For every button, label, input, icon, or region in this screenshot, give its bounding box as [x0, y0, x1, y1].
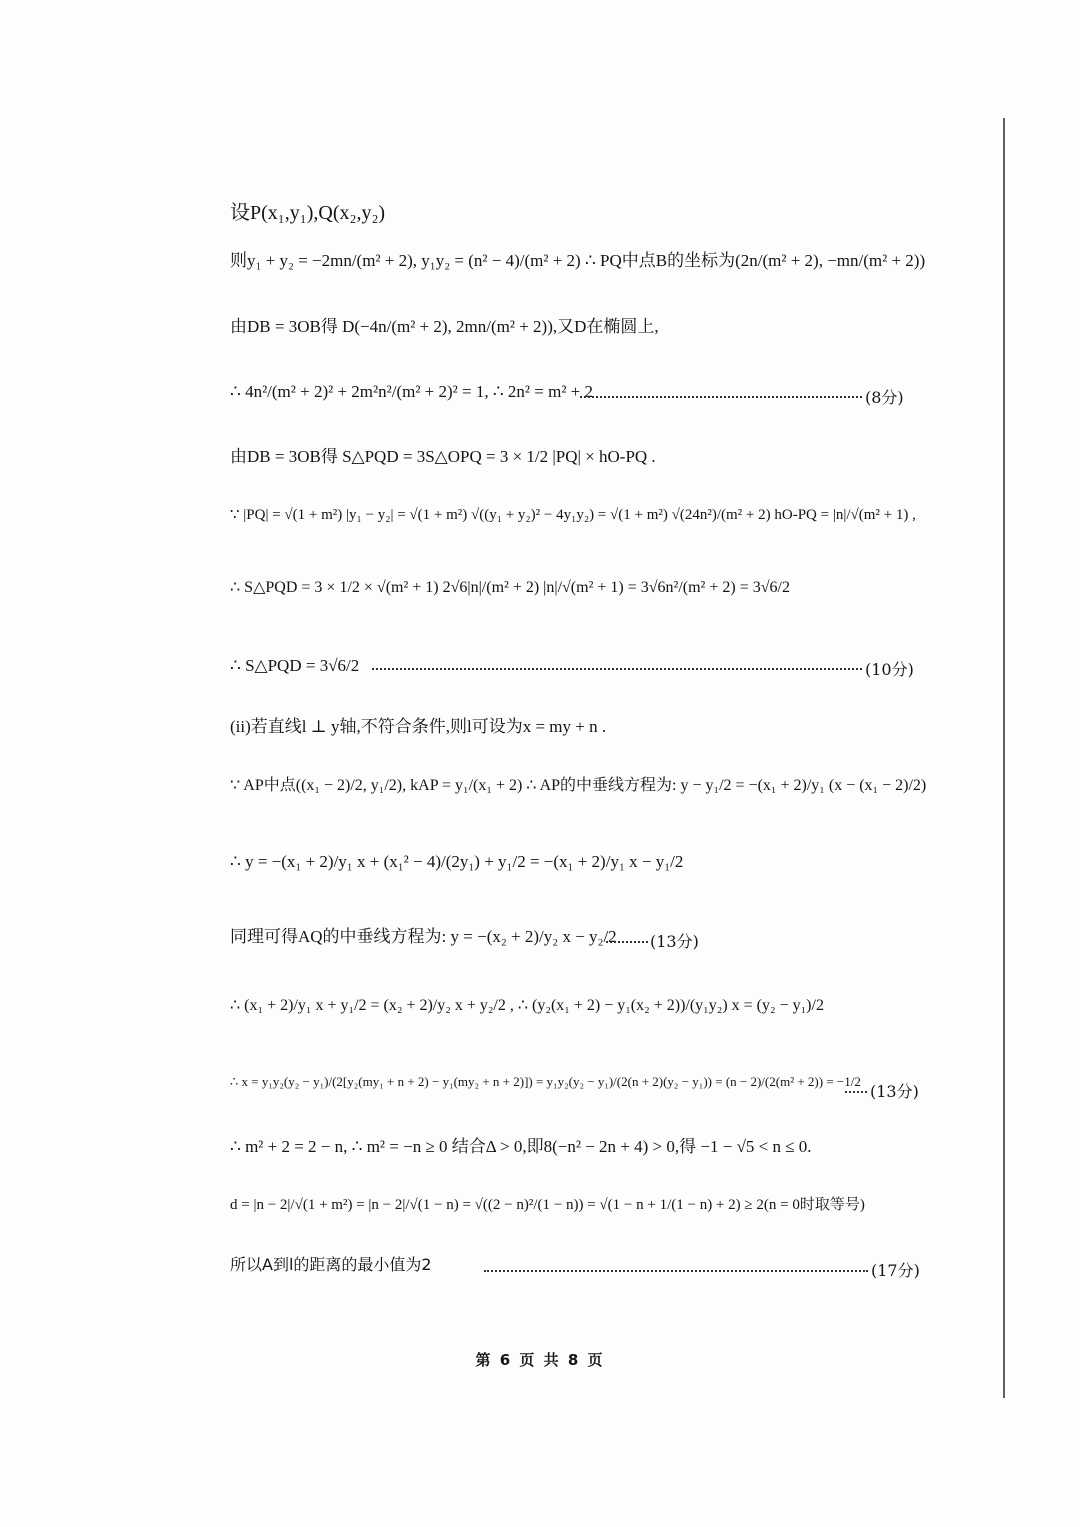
- line-9: [230, 718, 606, 735]
- line-10: [230, 778, 926, 794]
- line-15: [230, 1138, 812, 1155]
- score-mark-13b: (13分): [870, 1082, 919, 1101]
- line-14-text: ∴ x = y₁y₂(y₂ − y₁)/(2[y₂(my₁ + n + 2) − y₁(my₂ + n + 2)]) = y₁y₂(y₂ − y₁)/(2(n + 2)(y₂ − y₁)) = (n − 2)/(2(m² + 2)) = −1/2: [230, 1074, 861, 1089]
- line-14: [230, 1075, 861, 1088]
- dotted-leader: [845, 1091, 867, 1093]
- dotted-leader: [372, 668, 862, 670]
- line-7: [230, 580, 790, 596]
- line-3: [230, 318, 659, 335]
- page-edge-line: [1003, 118, 1005, 1398]
- line-2-text: 则y₁ + y₂ = −2mn/(m² + 2), y₁y₂ = (n² − 4)/(m² + 2) ∴ PQ中点B的坐标为(2n/(m² + 2), −mn/(m² + 2)): [230, 251, 926, 270]
- line-12: [230, 928, 617, 945]
- line-10-text: ∵ AP中点((x₁ − 2)/2, y₁/2), kAP = y₁/(x₁ + 2) ∴ AP的中垂线方程为: y − y₁/2 = −(x₁ + 2)/y₁ (x − (x₁ − 2)/2): [230, 777, 927, 794]
- line-3-text: 由DB = 3OB得 D(−4n/(m² + 2), 2mn/(m² + 2)),又D在椭圆上,: [230, 317, 659, 336]
- dotted-leader: [484, 1270, 868, 1272]
- line-7-text: ∴ S△PQD = 3 × 1/2 × √(m² + 1) 2√6|n|/(m² + 2) |n|/√(m² + 1) = 3√6n²/(m² + 2) = 3√6/2: [230, 579, 790, 596]
- line-16-text: d = |n − 2|/√(1 + m²) = |n − 2|/√(1 − n) = √((2 − n)²/(1 − n)) = √(1 − n + 1/(1 − n) + 2) ≥ 2(n = 0时取等号): [230, 1197, 865, 1213]
- line-6-text: ∵ |PQ| = √(1 + m²) |y₁ − y₂| = √(1 + m²) √((y₁ + y₂)² − 4y₁y₂) = √(1 + m²) √(24n²)/(m² + 2) hO-PQ = |n|/√(m² + 1) ,: [230, 507, 916, 523]
- line-4-text: ∴ 4n²/(m² + 2)² + 2m²n²/(m² + 2)² = 1, ∴ 2n² = m² + 2: [230, 382, 594, 401]
- line-1: [230, 203, 385, 223]
- line-8: [230, 657, 359, 674]
- line-13-text: ∴ (x₁ + 2)/y₁ x + y₁/2 = (x₂ + 2)/y₂ x + y₂/2 , ∴ (y₂(x₁ + 2) − y₁(x₂ + 2))/(y₁y₂) x = (y₂ − y₁)/2: [230, 997, 824, 1014]
- line-17-text: 所以A到l的距离的最小值为2: [230, 1255, 432, 1274]
- line-5: [230, 448, 656, 465]
- line-5-text: 由DB = 3OB得 S△PQD = 3S△OPQ = 3 × 1/2 |PQ| × hO-PQ .: [230, 447, 656, 466]
- line-4: [230, 383, 593, 400]
- line-15-text: ∴ m² + 2 = 2 − n, ∴ m² = −n ≥ 0 结合Δ > 0,即8(−n² − 2n + 4) > 0,得 −1 − √5 < n ≤ 0.: [230, 1137, 812, 1156]
- line-13: [230, 998, 824, 1014]
- line-12-text: 同理可得AQ的中垂线方程为: y = −(x₂ + 2)/y₂ x − y₂/2: [230, 927, 617, 946]
- line-17: [230, 1257, 432, 1273]
- line-11: [230, 853, 683, 870]
- score-mark-13a: (13分): [650, 932, 699, 951]
- dotted-leader: [606, 941, 648, 943]
- score-mark-10: (10分): [865, 660, 914, 679]
- line-9-text: (ii)若直线l ⊥ y轴,不符合条件,则l可设为x = my + n .: [230, 717, 607, 736]
- line-6: [230, 508, 916, 523]
- line-1-text: 设P(x₁,y₁),Q(x₂,y₂): [230, 202, 386, 224]
- line-11-text: ∴ y = −(x₁ + 2)/y₁ x + (x₁² − 4)/(2y₁) + y₁/2 = −(x₁ + 2)/y₁ x − y₁/2: [230, 852, 684, 871]
- line-16: [230, 1198, 865, 1213]
- page-footer: 第 6 页 共 8 页: [475, 1351, 605, 1369]
- score-mark-17: (17分): [871, 1261, 920, 1280]
- score-mark-8: (8分): [865, 388, 904, 407]
- dotted-leader: [580, 396, 862, 398]
- line-2: [230, 252, 925, 269]
- line-8-text: ∴ S△PQD = 3√6/2: [230, 656, 360, 675]
